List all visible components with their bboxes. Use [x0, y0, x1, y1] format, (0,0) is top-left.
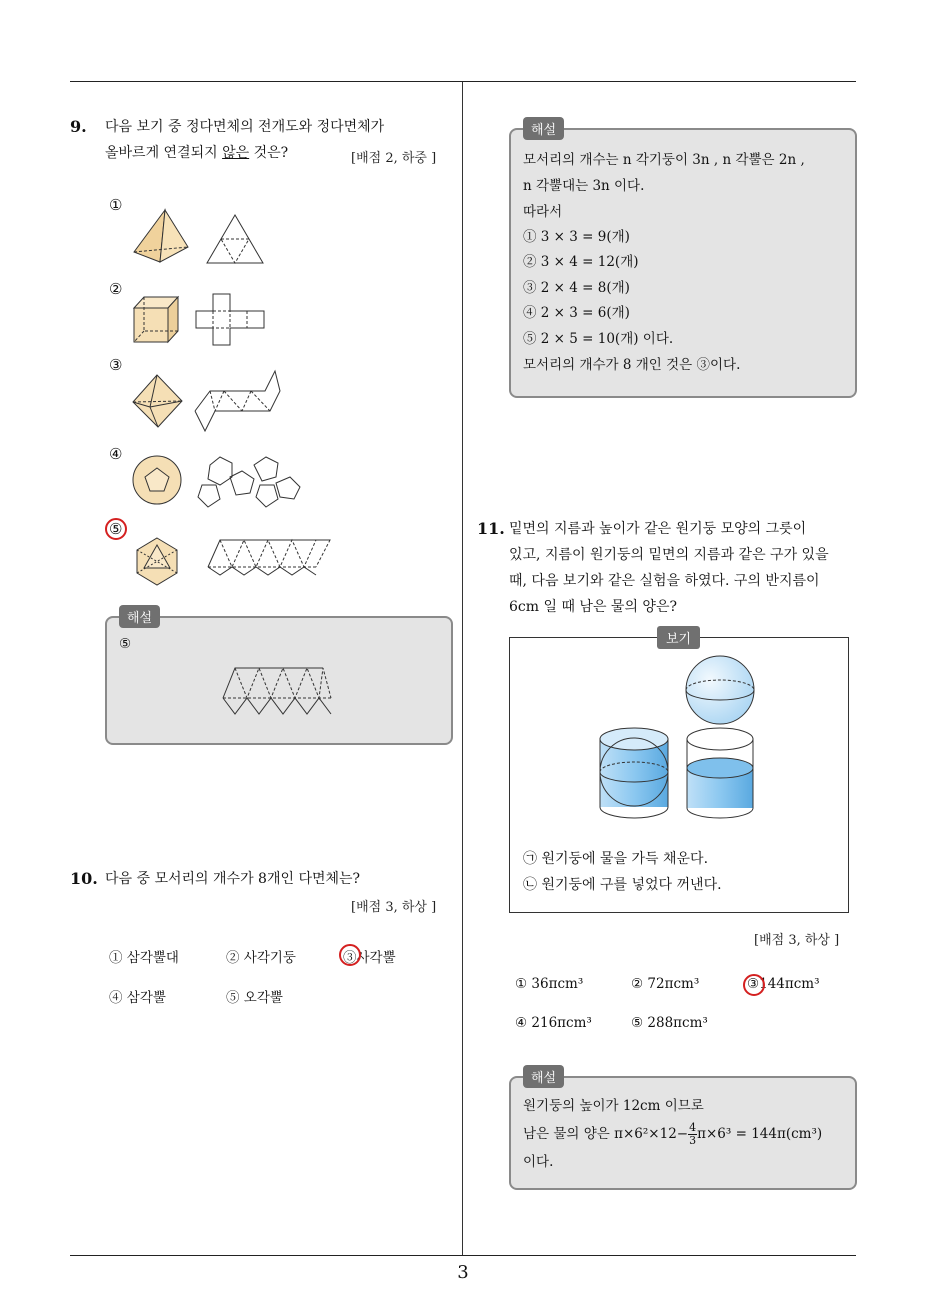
top-rule — [70, 81, 856, 82]
q11-text-line3: 때, 다음 보기와 같은 실험을 하였다. 구의 반지름이 — [509, 573, 820, 589]
q11-cylinder-sphere-figure — [590, 650, 770, 830]
q10-choice-5[interactable]: ⑤ 오각뿔 — [226, 990, 283, 1006]
octahedron-solid — [133, 375, 182, 427]
q10-explanation-tag: 해설 — [523, 117, 564, 140]
q11-explanation-line3: 이다. — [523, 1154, 554, 1170]
q9-number: 9. — [70, 117, 87, 136]
q10-explanation-line5: ② 3 × 4 = 12(개) — [523, 254, 639, 270]
q9-option-5-marker[interactable]: ⑤ — [109, 520, 123, 538]
tetrahedron-solid — [134, 210, 188, 262]
q9-meta: [배점 2, 하중 ] — [351, 151, 437, 166]
tetrahedron-net — [207, 215, 263, 263]
q10-choice-4[interactable]: ④ 삼각뿔 — [109, 990, 166, 1006]
q11-number: 11. — [477, 519, 505, 538]
q10-explanation-line7: ④ 2 × 3 = 6(개) — [523, 305, 630, 321]
dodecahedron-net — [198, 457, 300, 507]
left-cylinder-full — [600, 728, 668, 818]
q9-option-4-marker[interactable]: ④ — [109, 445, 123, 463]
q9-explanation-net — [215, 660, 345, 720]
q11-choice-5[interactable]: ⑤ 288πcm³ — [631, 1015, 708, 1031]
q10-explanation-line8: ⑤ 2 × 5 = 10(개) 이다. — [523, 331, 674, 347]
q11-choice-1[interactable]: ① 36πcm³ — [515, 976, 584, 992]
q9-option-3-marker[interactable]: ③ — [109, 356, 123, 374]
q11-explanation-tag: 해설 — [523, 1065, 564, 1088]
q10-explanation-line4: ① 3 × 3 = 9(개) — [523, 229, 630, 245]
q11-explanation-line2: 남은 물의 양은 π×6²×12− $\frac{4}{3}$ π×6³ = 144π(cm³) — [523, 1121, 823, 1147]
q9-option-2-marker[interactable]: ② — [109, 280, 123, 298]
sphere — [686, 656, 754, 724]
q9-text-line2: 올바르게 연결되지 않은 것은? — [105, 145, 289, 161]
q10-choice-1[interactable]: ① 삼각뿔대 — [109, 950, 179, 966]
q11-choice-4[interactable]: ④ 216πcm³ — [515, 1015, 592, 1031]
bottom-rule — [70, 1255, 856, 1256]
q11-answer-circle — [743, 974, 765, 996]
q9-explanation-tag: 해설 — [119, 605, 160, 628]
column-divider — [462, 82, 463, 1256]
q9-text-line1: 다음 보기 중 정다면체의 전개도와 정다면체가 — [105, 119, 385, 135]
q10-explanation-line2: n 각뿔대는 3n 이다. — [523, 178, 645, 194]
q11-text-line1: 밑면의 지름과 높이가 같은 원기둥 모양의 그릇이 — [509, 521, 807, 537]
q11-choice-3[interactable]: ③144πcm³ — [747, 976, 820, 992]
q10-answer-circle — [339, 944, 361, 966]
q11-choice-2[interactable]: ② 72πcm³ — [631, 976, 700, 992]
q9-option-1-marker[interactable]: ① — [109, 196, 123, 214]
octahedron-net — [195, 371, 280, 431]
q9-underlined-word: 않은 — [222, 145, 250, 161]
q10-meta: [배점 3, 하상 ] — [351, 900, 437, 915]
q10-explanation-line6: ③ 2 × 4 = 8(개) — [523, 280, 630, 296]
q9-explanation-answer: ⑤ — [119, 636, 132, 652]
cube-net — [196, 294, 264, 345]
q11-meta: [배점 3, 하상 ] — [754, 933, 840, 948]
q11-explanation-line1: 원기둥의 높이가 12cm 이므로 — [523, 1098, 704, 1114]
q10-choice-2[interactable]: ② 사각기둥 — [226, 950, 296, 966]
q10-explanation-line9: 모서리의 개수가 8 개인 것은 ③이다. — [523, 357, 741, 373]
q9-figures — [120, 195, 460, 595]
q11-text-line4: 6cm 일 때 남은 물의 양은? — [509, 599, 677, 615]
q11-step1: ㉠ 원기둥에 물을 가득 채운다. — [523, 851, 709, 867]
cube-solid — [134, 297, 178, 342]
q10-text: 다음 중 모서리의 개수가 8개인 다면체는? — [105, 871, 361, 887]
q11-step2: ㉡ 원기둥에 구를 넣었다 꺼낸다. — [523, 877, 722, 893]
dodecahedron-solid — [133, 456, 181, 504]
fraction-four-thirds: $\frac{4}{3}$ — [689, 1121, 697, 1147]
q11-view-tag: 보기 — [657, 626, 700, 649]
icosahedron-net — [208, 540, 330, 575]
right-cylinder-remaining — [687, 728, 753, 818]
icosahedron-solid — [137, 538, 177, 585]
page-number: 3 — [457, 1262, 469, 1283]
q10-choice-3[interactable]: ③사각뿔 — [343, 950, 396, 966]
q10-number: 10. — [70, 869, 98, 888]
q11-text-line2: 있고, 지름이 원기둥의 밑면의 지름과 같은 구가 있을 — [509, 547, 829, 563]
q10-explanation-line1: 모서리의 개수는 n 각기둥이 3n , n 각뿔은 2n , — [523, 152, 805, 168]
q10-explanation-line3: 따라서 — [523, 204, 563, 220]
